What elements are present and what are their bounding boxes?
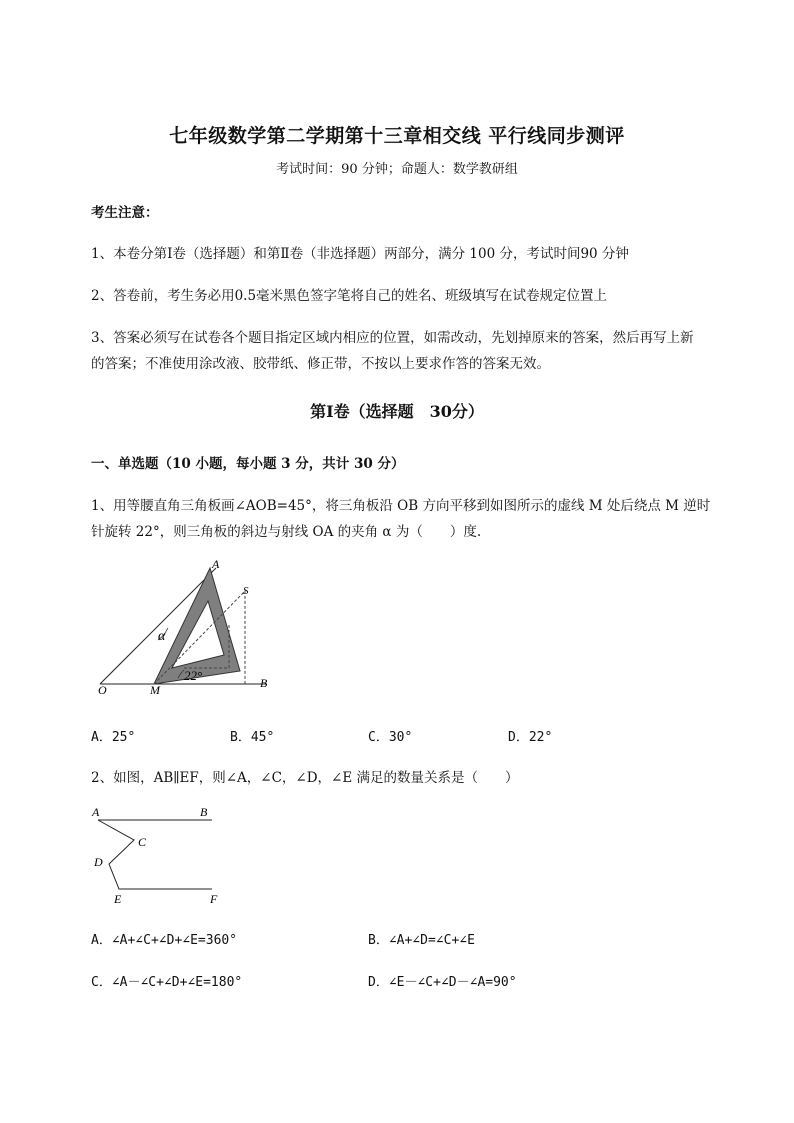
q2-option-b[interactable]: B．∠A+∠D=∠C+∠E bbox=[368, 933, 475, 948]
label-B: B bbox=[200, 805, 208, 819]
q2-option-a[interactable]: A．∠A+∠C+∠D+∠E=360° bbox=[91, 933, 238, 948]
label-B: B bbox=[260, 676, 268, 690]
notice-item-3-cont: 的答案；不准使用涂改液、胶带纸、修正带，不按以上要求作答的答案无效。 bbox=[91, 356, 550, 372]
part-heading: 一、单选题（10 小题，每小题 3 分，共计 30 分） bbox=[91, 456, 405, 472]
question-1-line-2: 针旋转 22°，则三角板的斜边与射线 OA 的夹角 α 为（ ）度. bbox=[91, 524, 482, 540]
question-1-line-1: 1、用等腰直角三角板画∠AOB=45°，将三角板沿 OB 方向平移到如图所示的虚线 M 处后绕点 M 逆时 bbox=[91, 498, 711, 514]
label-F: F bbox=[210, 892, 218, 906]
q1-option-d[interactable]: D．22° bbox=[508, 730, 553, 745]
figure-triangle-rotation bbox=[88, 556, 278, 698]
label-E: E bbox=[114, 892, 122, 906]
label-A: A bbox=[92, 805, 100, 819]
q1-option-b[interactable]: B．45° bbox=[230, 730, 275, 745]
figure-parallel-lines bbox=[88, 801, 228, 908]
section-title: 第Ⅰ卷（选择题 30分） bbox=[310, 402, 484, 421]
label-O: O bbox=[98, 683, 107, 697]
notice-heading: 考生注意： bbox=[91, 205, 159, 221]
notice-item-1: 1、本卷分第Ⅰ卷（选择题）和第Ⅱ卷（非选择题）两部分，满分 100 分，考试时间90 分钟 bbox=[91, 246, 629, 262]
q2-option-c[interactable]: C．∠A－∠C+∠D+∠E=180° bbox=[91, 975, 243, 990]
q2-option-d[interactable]: D．∠E－∠C+∠D－∠A=90° bbox=[368, 975, 517, 990]
page-title: 七年级数学第二学期第十三章相交线 平行线同步测评 bbox=[169, 125, 625, 147]
label-D: D bbox=[94, 855, 103, 869]
q1-option-c[interactable]: C．30° bbox=[368, 730, 413, 745]
label-22: 22° bbox=[184, 668, 203, 683]
question-2-line-1: 2、如图，AB∥EF，则∠A，∠C，∠D，∠E 满足的数量关系是（ ） bbox=[91, 770, 519, 786]
q1-option-a[interactable]: A．25° bbox=[91, 730, 136, 745]
label-alpha: α bbox=[158, 629, 166, 644]
label-A: A bbox=[212, 557, 220, 571]
label-C: C bbox=[138, 835, 147, 849]
notice-item-3: 3、答案必须写在试卷各个题目指定区域内相应的位置，如需改动，先划掉原来的答案，然后再写上新 bbox=[91, 330, 694, 346]
notice-item-2: 2、答卷前，考生务必用0.5毫米黑色签字笔将自己的姓名、班级填写在试卷规定位置上 bbox=[91, 288, 608, 304]
label-S: S bbox=[243, 585, 249, 597]
label-M: M bbox=[150, 683, 160, 697]
exam-info: 考试时间：90 分钟；命题人：数学教研组 bbox=[276, 162, 518, 177]
